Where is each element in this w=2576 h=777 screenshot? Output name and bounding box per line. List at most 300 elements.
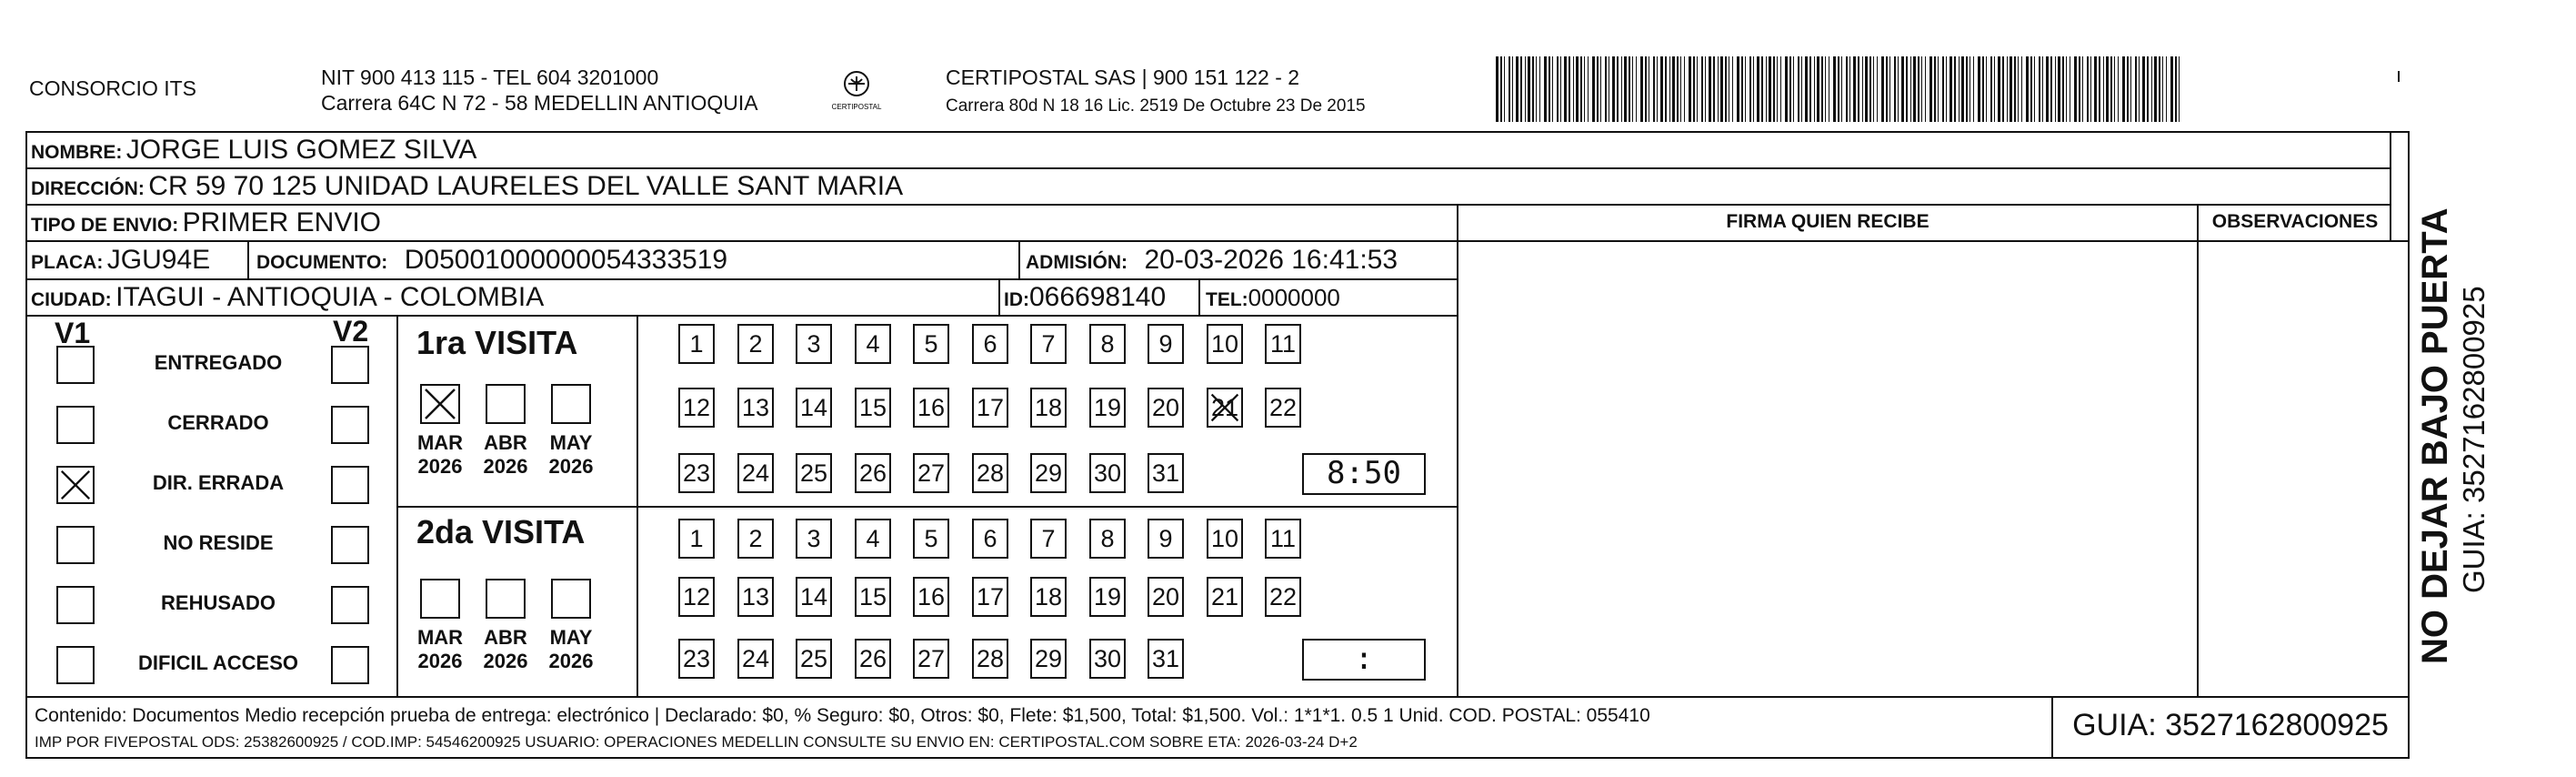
barcode-bar	[1584, 56, 1585, 122]
barcode-bar	[1500, 56, 1502, 122]
day-number: 14	[799, 583, 828, 610]
day-box[interactable]	[1207, 519, 1243, 559]
barcode-bar	[1825, 56, 1826, 122]
barcode-bar	[1998, 56, 2000, 122]
barcode-bar	[2030, 56, 2032, 122]
barcode-bar	[2106, 56, 2109, 122]
barcode-bar	[1557, 56, 1559, 122]
day-number: 30	[1093, 645, 1122, 672]
day-box[interactable]	[972, 639, 1008, 679]
barcode-bar	[2147, 56, 2149, 122]
day-number: 24	[741, 645, 770, 672]
tipo-row	[31, 207, 381, 238]
month-year-label	[413, 431, 467, 479]
day-box[interactable]	[737, 577, 774, 617]
tel-label: TEL:	[1206, 289, 1248, 310]
barcode-bar	[1612, 56, 1615, 122]
barcode-bar	[1769, 56, 1771, 122]
day-box[interactable]	[1148, 639, 1184, 679]
v1-checkbox[interactable]	[56, 586, 95, 624]
documento-label: DOCUMENTO:	[256, 252, 388, 273]
day-box[interactable]	[1207, 577, 1243, 617]
day-box[interactable]	[913, 324, 949, 364]
barcode	[1496, 56, 2187, 122]
barcode-bar	[2082, 56, 2083, 122]
status-option-label: NO RESIDE	[163, 531, 274, 554]
day-number: 5	[924, 330, 938, 358]
barcode-bar	[2014, 56, 2016, 122]
barcode-bar	[1549, 56, 1550, 122]
day-box[interactable]	[1089, 639, 1126, 679]
day-box[interactable]	[678, 519, 715, 559]
day-number: 3	[807, 525, 821, 552]
barcode-bar	[2170, 56, 2173, 122]
barcode-bar	[1841, 56, 1842, 122]
day-number: 20	[1151, 394, 1180, 421]
barcode-bar	[1925, 56, 1926, 122]
documento-value: D05001000000054333519	[404, 245, 728, 275]
day-number: 22	[1268, 394, 1298, 421]
barcode-bar	[1640, 56, 1643, 122]
barcode-bar	[1789, 56, 1791, 122]
day-number: 21	[1210, 394, 1239, 421]
day-box[interactable]	[678, 388, 715, 428]
barcode-bar	[1877, 56, 1878, 122]
month-checkbox[interactable]	[551, 579, 591, 619]
barcode-bar	[1946, 56, 1947, 122]
month-checkbox[interactable]	[420, 579, 460, 619]
barcode-bar	[2087, 56, 2089, 122]
barcode-bar	[1777, 56, 1778, 122]
tipo-value: PRIMER ENVIO	[182, 207, 382, 237]
day-number: 26	[858, 645, 887, 672]
year-label: 2026	[548, 650, 594, 672]
v2-checkbox[interactable]	[331, 646, 369, 684]
day-number: 3	[807, 330, 821, 358]
barcode-bar	[1525, 56, 1526, 122]
day-box[interactable]	[972, 388, 1008, 428]
day-number: 11	[1269, 525, 1297, 552]
barcode-bar	[2099, 56, 2100, 122]
license-line: Carrera 80d N 18 16 Lic. 2519 De Octubre 23 De 2015	[946, 96, 1366, 116]
barcode-bar	[1504, 56, 1505, 122]
day-number: 17	[976, 583, 1005, 610]
day-number: 7	[1041, 330, 1056, 358]
barcode-bar	[2066, 56, 2067, 122]
barcode-bar	[1605, 56, 1607, 122]
day-number: 27	[917, 645, 946, 672]
barcode-bar	[2110, 56, 2112, 122]
placa-label: PLACA:	[31, 252, 104, 273]
day-box[interactable]	[737, 388, 774, 428]
month-checkbox[interactable]	[486, 384, 526, 424]
day-number: 17	[976, 394, 1005, 421]
barcode-bar	[1780, 56, 1781, 122]
day-number: 15	[858, 583, 887, 610]
id-label: ID:	[1004, 289, 1029, 310]
day-number: 24	[741, 459, 770, 487]
barcode-bar	[1617, 56, 1619, 122]
day-box[interactable]	[737, 453, 774, 493]
day-box[interactable]	[1148, 577, 1184, 617]
status-option-label: DIFICIL ACCESO	[137, 651, 298, 674]
barcode-bar	[1564, 56, 1567, 122]
barcode-bar	[1718, 56, 1719, 122]
month-checkbox[interactable]	[486, 579, 526, 619]
barcode-bar	[2062, 56, 2064, 122]
day-box[interactable]	[855, 519, 891, 559]
day-box[interactable]	[972, 453, 1008, 493]
time-box[interactable]: :	[1302, 639, 1426, 681]
barcode-bar	[1509, 56, 1510, 122]
day-box[interactable]	[913, 577, 949, 617]
day-box[interactable]	[1207, 388, 1243, 428]
barcode-bar	[1942, 56, 1944, 122]
barcode-bar	[1732, 56, 1733, 122]
barcode-bar	[1898, 56, 1899, 122]
barcode-bar	[1753, 56, 1754, 122]
barcode-bar	[2135, 56, 2137, 122]
day-box[interactable]	[796, 519, 832, 559]
barcode-bar	[2055, 56, 2056, 122]
barcode-bar	[1544, 56, 1547, 122]
day-box[interactable]	[678, 453, 715, 493]
v2-checkbox[interactable]	[331, 526, 369, 564]
barcode-bar	[1773, 56, 1775, 122]
barcode-bar	[1672, 56, 1675, 122]
day-box[interactable]	[1148, 388, 1184, 428]
barcode-bar	[2007, 56, 2008, 122]
barcode-bar	[2058, 56, 2060, 122]
month-label: MAR	[416, 431, 464, 454]
barcode-bar	[2139, 56, 2140, 122]
no-dejar-warning: NO DEJAR BAJO PUERTA	[2415, 207, 2455, 664]
barcode-bar	[2094, 56, 2097, 122]
day-number: 21	[1210, 583, 1239, 610]
barcode-bar	[1886, 56, 1888, 122]
day-box[interactable]	[737, 324, 774, 364]
barcode-bar	[2154, 56, 2157, 122]
day-box[interactable]	[796, 324, 832, 364]
side-guia: GUIA: 3527162800925	[2457, 286, 2491, 593]
barcode-bar	[1894, 56, 1896, 122]
barcode-bar	[1512, 56, 1513, 122]
day-box[interactable]	[1089, 577, 1126, 617]
barcode-bar	[1906, 56, 1908, 122]
barcode-bar	[1660, 56, 1663, 122]
day-number: 14	[799, 394, 828, 421]
day-box[interactable]	[796, 388, 832, 428]
day-number: 27	[917, 459, 946, 487]
day-box[interactable]	[855, 453, 891, 493]
barcode-bar	[1697, 56, 1698, 122]
day-box[interactable]	[1089, 453, 1126, 493]
admision-row	[1026, 245, 1398, 276]
day-box[interactable]	[678, 639, 715, 679]
day-box[interactable]	[796, 577, 832, 617]
day-box[interactable]	[972, 324, 1008, 364]
day-number: 16	[917, 394, 946, 421]
time-box[interactable]: 8:50	[1302, 453, 1426, 495]
barcode-bar	[1954, 56, 1956, 122]
barcode-bar	[1929, 56, 1932, 122]
day-number: 15	[858, 394, 887, 421]
day-box[interactable]	[1030, 639, 1067, 679]
second-visit-title: 2da VISITA	[416, 513, 586, 550]
month-label: ABR	[484, 626, 527, 649]
barcode-bar	[2018, 56, 2019, 122]
day-box[interactable]	[855, 577, 891, 617]
day-number: 31	[1151, 645, 1180, 672]
day-number: 25	[799, 459, 828, 487]
observaciones-header: OBSERVACIONES	[2211, 211, 2379, 232]
day-number: 6	[983, 330, 997, 358]
status-option-label: CERRADO	[167, 411, 269, 434]
barcode-bar	[1636, 56, 1637, 122]
barcode-bar	[1632, 56, 1633, 122]
barcode-bar	[1520, 56, 1522, 122]
barcode-bar	[1918, 56, 1919, 122]
barcode-bar	[1938, 56, 1939, 122]
barcode-bar	[1966, 56, 1968, 122]
tipo-label: TIPO DE ENVIO:	[31, 215, 179, 236]
day-box[interactable]	[855, 639, 891, 679]
day-box[interactable]	[972, 519, 1008, 559]
barcode-bar	[1853, 56, 1856, 122]
day-box[interactable]	[1030, 453, 1067, 493]
v2-checkbox[interactable]	[331, 586, 369, 624]
v1-checkbox[interactable]	[56, 526, 95, 564]
barcode-bar	[1833, 56, 1836, 122]
barcode-bar	[1950, 56, 1952, 122]
barcode-bar	[2122, 56, 2125, 122]
barcode-bar	[1889, 56, 1890, 122]
barcode-bar	[1560, 56, 1561, 122]
barcode-bar	[1817, 56, 1819, 122]
year-label: 2026	[548, 455, 594, 478]
barcode-bar	[1573, 56, 1574, 122]
year-label: 2026	[483, 455, 528, 478]
barcode-bar	[2114, 56, 2115, 122]
day-box[interactable]	[1030, 577, 1067, 617]
barcode-bar	[1959, 56, 1960, 122]
day-number: 2	[748, 330, 763, 358]
barcode-bar	[1869, 56, 1871, 122]
barcode-bar	[1539, 56, 1540, 122]
day-number: 31	[1151, 459, 1180, 487]
barcode-bar	[1986, 56, 1987, 122]
day-number: 12	[682, 583, 711, 610]
barcode-bar	[1862, 56, 1863, 122]
v1-checkbox[interactable]	[56, 406, 95, 444]
placa-row	[31, 245, 210, 276]
barcode-bar	[2175, 56, 2177, 122]
barcode-bar	[2002, 56, 2004, 122]
day-number: 10	[1210, 330, 1239, 358]
barcode-bar	[1865, 56, 1868, 122]
barcode-bar	[1621, 56, 1622, 122]
barcode-bar	[1693, 56, 1695, 122]
day-box[interactable]	[1265, 324, 1301, 364]
barcode-bar	[1961, 56, 1964, 122]
day-number: 18	[1034, 583, 1063, 610]
day-number: 4	[866, 330, 880, 358]
barcode-bar	[1496, 56, 1498, 122]
barcode-bar	[1669, 56, 1670, 122]
barcode-bar	[2079, 56, 2080, 122]
day-box[interactable]	[913, 388, 949, 428]
day-number: 9	[1158, 525, 1173, 552]
month-checkbox[interactable]	[420, 384, 460, 424]
day-box[interactable]	[1148, 453, 1184, 493]
placa-value: JGU94E	[106, 245, 211, 275]
day-number: 16	[917, 583, 946, 610]
barcode-bar	[2118, 56, 2119, 122]
ciudad-value: ITAGUI - ANTIOQUIA - COLOMBIA	[115, 282, 545, 312]
v2-checkbox[interactable]	[331, 346, 369, 384]
day-box[interactable]	[1148, 324, 1184, 364]
barcode-bar	[2162, 56, 2163, 122]
day-box[interactable]	[678, 577, 715, 617]
month-year-label	[544, 626, 598, 673]
day-box[interactable]	[1207, 324, 1243, 364]
firma-area[interactable]	[1458, 240, 2197, 696]
v1-checkbox[interactable]	[56, 646, 95, 684]
day-box[interactable]	[913, 639, 949, 679]
tel-row	[1206, 284, 1340, 312]
barcode-bar	[1821, 56, 1823, 122]
barcode-bar	[1645, 56, 1647, 122]
direccion-row	[31, 171, 903, 202]
barcode-bar	[2050, 56, 2052, 122]
day-box[interactable]	[855, 388, 891, 428]
status-option-label: REHUSADO	[161, 591, 276, 614]
barcode-bar	[1990, 56, 1992, 122]
day-number: 30	[1093, 459, 1122, 487]
nombre-label: NOMBRE:	[31, 142, 123, 163]
day-box[interactable]	[796, 453, 832, 493]
barcode-bar	[1737, 56, 1739, 122]
firma-header: FIRMA QUIEN RECIBE	[1726, 211, 1929, 232]
logo-text: CERTIPOSTAL	[831, 103, 882, 111]
barcode-bar	[2142, 56, 2145, 122]
nit-line: NIT 900 413 115 - TEL 604 3201000	[321, 66, 659, 89]
barcode-bar	[1921, 56, 1922, 122]
ciudad-label: CIUDAD:	[31, 289, 112, 310]
v2-checkbox[interactable]	[331, 406, 369, 444]
barcode-bar	[2103, 56, 2104, 122]
barcode-bar	[1536, 56, 1537, 122]
day-number: 18	[1034, 394, 1063, 421]
barcode-bar	[1657, 56, 1658, 122]
day-box[interactable]	[1030, 388, 1067, 428]
barcode-bar	[1665, 56, 1667, 122]
nombre-value: JORGE LUIS GOMEZ SILVA	[125, 135, 477, 165]
barcode-bar	[2074, 56, 2077, 122]
direccion-label: DIRECCIÓN:	[31, 178, 145, 199]
company-name: CONSORCIO ITS	[29, 76, 197, 100]
day-number: 19	[1093, 583, 1122, 610]
day-box[interactable]	[1030, 324, 1067, 364]
barcode-bar	[1934, 56, 1936, 122]
day-number: 8	[1100, 525, 1115, 552]
barcode-bar	[1677, 56, 1679, 122]
day-box[interactable]	[1089, 519, 1126, 559]
barcode-bar	[1713, 56, 1715, 122]
day-box[interactable]	[1148, 519, 1184, 559]
barcode-bar	[1994, 56, 1995, 122]
barcode-bar	[1600, 56, 1601, 122]
barcode-bar	[1552, 56, 1553, 122]
barcode-bar	[2130, 56, 2131, 122]
barcode-bar	[2026, 56, 2029, 122]
day-box[interactable]	[913, 453, 949, 493]
id-row	[1004, 282, 1166, 313]
first-visit-title: 1ra VISITA	[416, 324, 578, 361]
v1-checkbox[interactable]	[56, 466, 95, 504]
barcode-bar	[2179, 56, 2180, 122]
barcode-bar	[2151, 56, 2152, 122]
day-number: 4	[866, 525, 880, 552]
admision-value: 20-03-2026 16:41:53	[1144, 245, 1398, 275]
barcode-bar	[1689, 56, 1691, 122]
admision-label: ADMISIÓN:	[1026, 252, 1128, 273]
day-box[interactable]	[1265, 577, 1301, 617]
v2-checkbox[interactable]	[331, 466, 369, 504]
nombre-row	[31, 135, 476, 166]
month-checkbox[interactable]	[551, 384, 591, 424]
day-number: 7	[1041, 525, 1056, 552]
status-option-label: ENTREGADO	[154, 351, 283, 374]
barcode-bar	[1576, 56, 1579, 122]
barcode-bar	[1757, 56, 1759, 122]
day-box[interactable]	[972, 577, 1008, 617]
day-box[interactable]	[1089, 388, 1126, 428]
barcode-bar	[2159, 56, 2160, 122]
day-box[interactable]	[737, 639, 774, 679]
barcode-bar	[1785, 56, 1788, 122]
barcode-bar	[2046, 56, 2049, 122]
id-value: 066698140	[1029, 282, 1167, 312]
barcode-bar	[1592, 56, 1595, 122]
observaciones-area[interactable]	[2199, 240, 2390, 696]
day-box[interactable]	[1089, 324, 1126, 364]
barcode-bar	[2034, 56, 2035, 122]
day-box[interactable]	[737, 519, 774, 559]
v1-checkbox[interactable]	[56, 346, 95, 384]
day-box[interactable]	[913, 519, 949, 559]
day-box[interactable]	[1030, 519, 1067, 559]
day-number: 26	[858, 459, 887, 487]
barcode-bar	[1629, 56, 1630, 122]
day-box[interactable]	[796, 639, 832, 679]
day-box[interactable]	[1265, 519, 1301, 559]
day-box[interactable]	[678, 324, 715, 364]
year-label: 2026	[417, 455, 463, 478]
barcode-bar	[1725, 56, 1727, 122]
day-box[interactable]	[855, 324, 891, 364]
day-number: 29	[1034, 459, 1063, 487]
barcode-bar	[1838, 56, 1839, 122]
barcode-bar	[2039, 56, 2040, 122]
barcode-bar	[1653, 56, 1655, 122]
day-box[interactable]	[1265, 388, 1301, 428]
ciudad-row	[31, 282, 544, 313]
day-number: 1	[689, 525, 704, 552]
month-year-label	[413, 626, 467, 673]
day-number: 8	[1100, 330, 1115, 358]
barcode-bar	[1978, 56, 1980, 122]
